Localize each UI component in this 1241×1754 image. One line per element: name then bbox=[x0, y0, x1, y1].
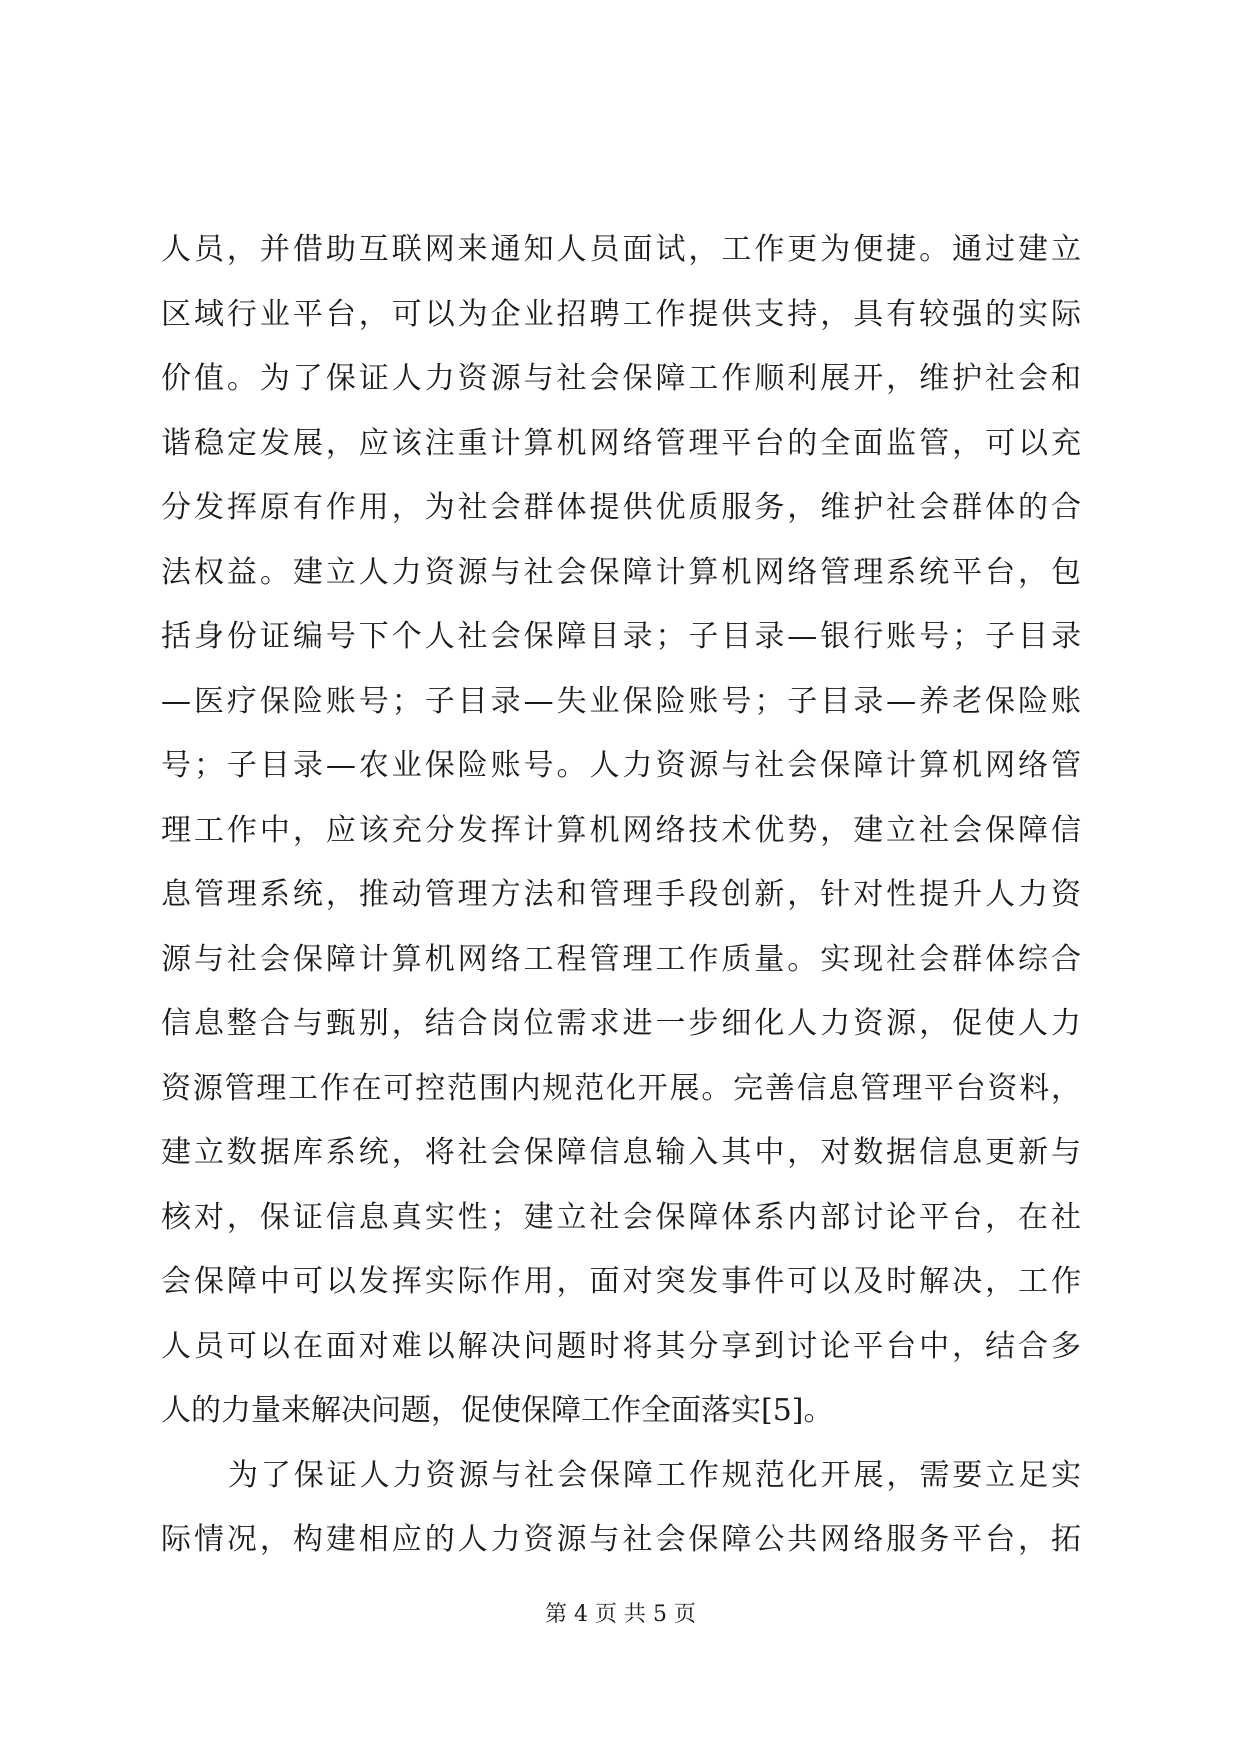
text-line: 源与社会保障计算机网络工程管理工作质量。实现社会群体综合 bbox=[161, 941, 1081, 977]
text-line: 资源管理工作在可控范围内规范化开展。完善信息管理平台资料， bbox=[161, 1070, 1081, 1106]
text-line: 人员可以在面对难以解决问题时将其分享到讨论平台中，结合多 bbox=[161, 1328, 1081, 1364]
text-line: 法权益。建立人力资源与社会保障计算机网络管理系统平台，包 bbox=[161, 554, 1081, 590]
text-line: 际情况，构建相应的人力资源与社会保障公共网络服务平台，拓 bbox=[161, 1522, 1081, 1557]
text-line: 号；子目录—农业保险账号。人力资源与社会保障计算机网络管 bbox=[161, 748, 1081, 783]
text-line: 人的力量来解决问题，促使保障工作全面落实[5]。 bbox=[161, 1393, 834, 1428]
text-line: 区域行业平台，可以为企业招聘工作提供支持，具有较强的实际 bbox=[161, 296, 1081, 332]
text-line: 理工作中，应该充分发挥计算机网络技术优势，建立社会保障信 bbox=[161, 812, 1081, 848]
body-text bbox=[161, 230, 1081, 1585]
text-line: 核对，保证信息真实性；建立社会保障体系内部讨论平台，在社 bbox=[161, 1199, 1081, 1235]
text-line: 信息整合与甄别，结合岗位需求进一步细化人力资源，促使人力 bbox=[161, 1006, 1081, 1041]
text-line: 息管理系统，推动管理方法和管理手段创新，针对性提升人力资 bbox=[161, 877, 1081, 912]
text-line: 人员，并借助互联网来通知人员面试，工作更为便捷。通过建立 bbox=[161, 232, 1081, 267]
text-line: —医疗保险账号；子目录—失业保险账号；子目录—养老保险账 bbox=[161, 683, 1081, 719]
page-number-footer: 第 4 页 共 5 页 bbox=[545, 1602, 696, 1627]
text-line: 谐稳定发展，应该注重计算机网络管理平台的全面监管，可以充 bbox=[161, 425, 1081, 461]
text-line: 会保障中可以发挥实际作用，面对突发事件可以及时解决，工作 bbox=[161, 1264, 1081, 1299]
text-line-indented: 为了保证人力资源与社会保障工作规范化开展，需要立足实 bbox=[228, 1457, 1081, 1493]
text-line: 分发挥原有作用，为社会群体提供优质服务，维护社会群体的合 bbox=[161, 490, 1081, 525]
text-line: 建立数据库系统，将社会保障信息输入其中，对数据信息更新与 bbox=[161, 1135, 1081, 1170]
text-line: 括身份证编号下个人社会保障目录；子目录—银行账号；子目录 bbox=[161, 619, 1081, 654]
text-line: 价值。为了保证人力资源与社会保障工作顺利展开，维护社会和 bbox=[161, 361, 1081, 396]
